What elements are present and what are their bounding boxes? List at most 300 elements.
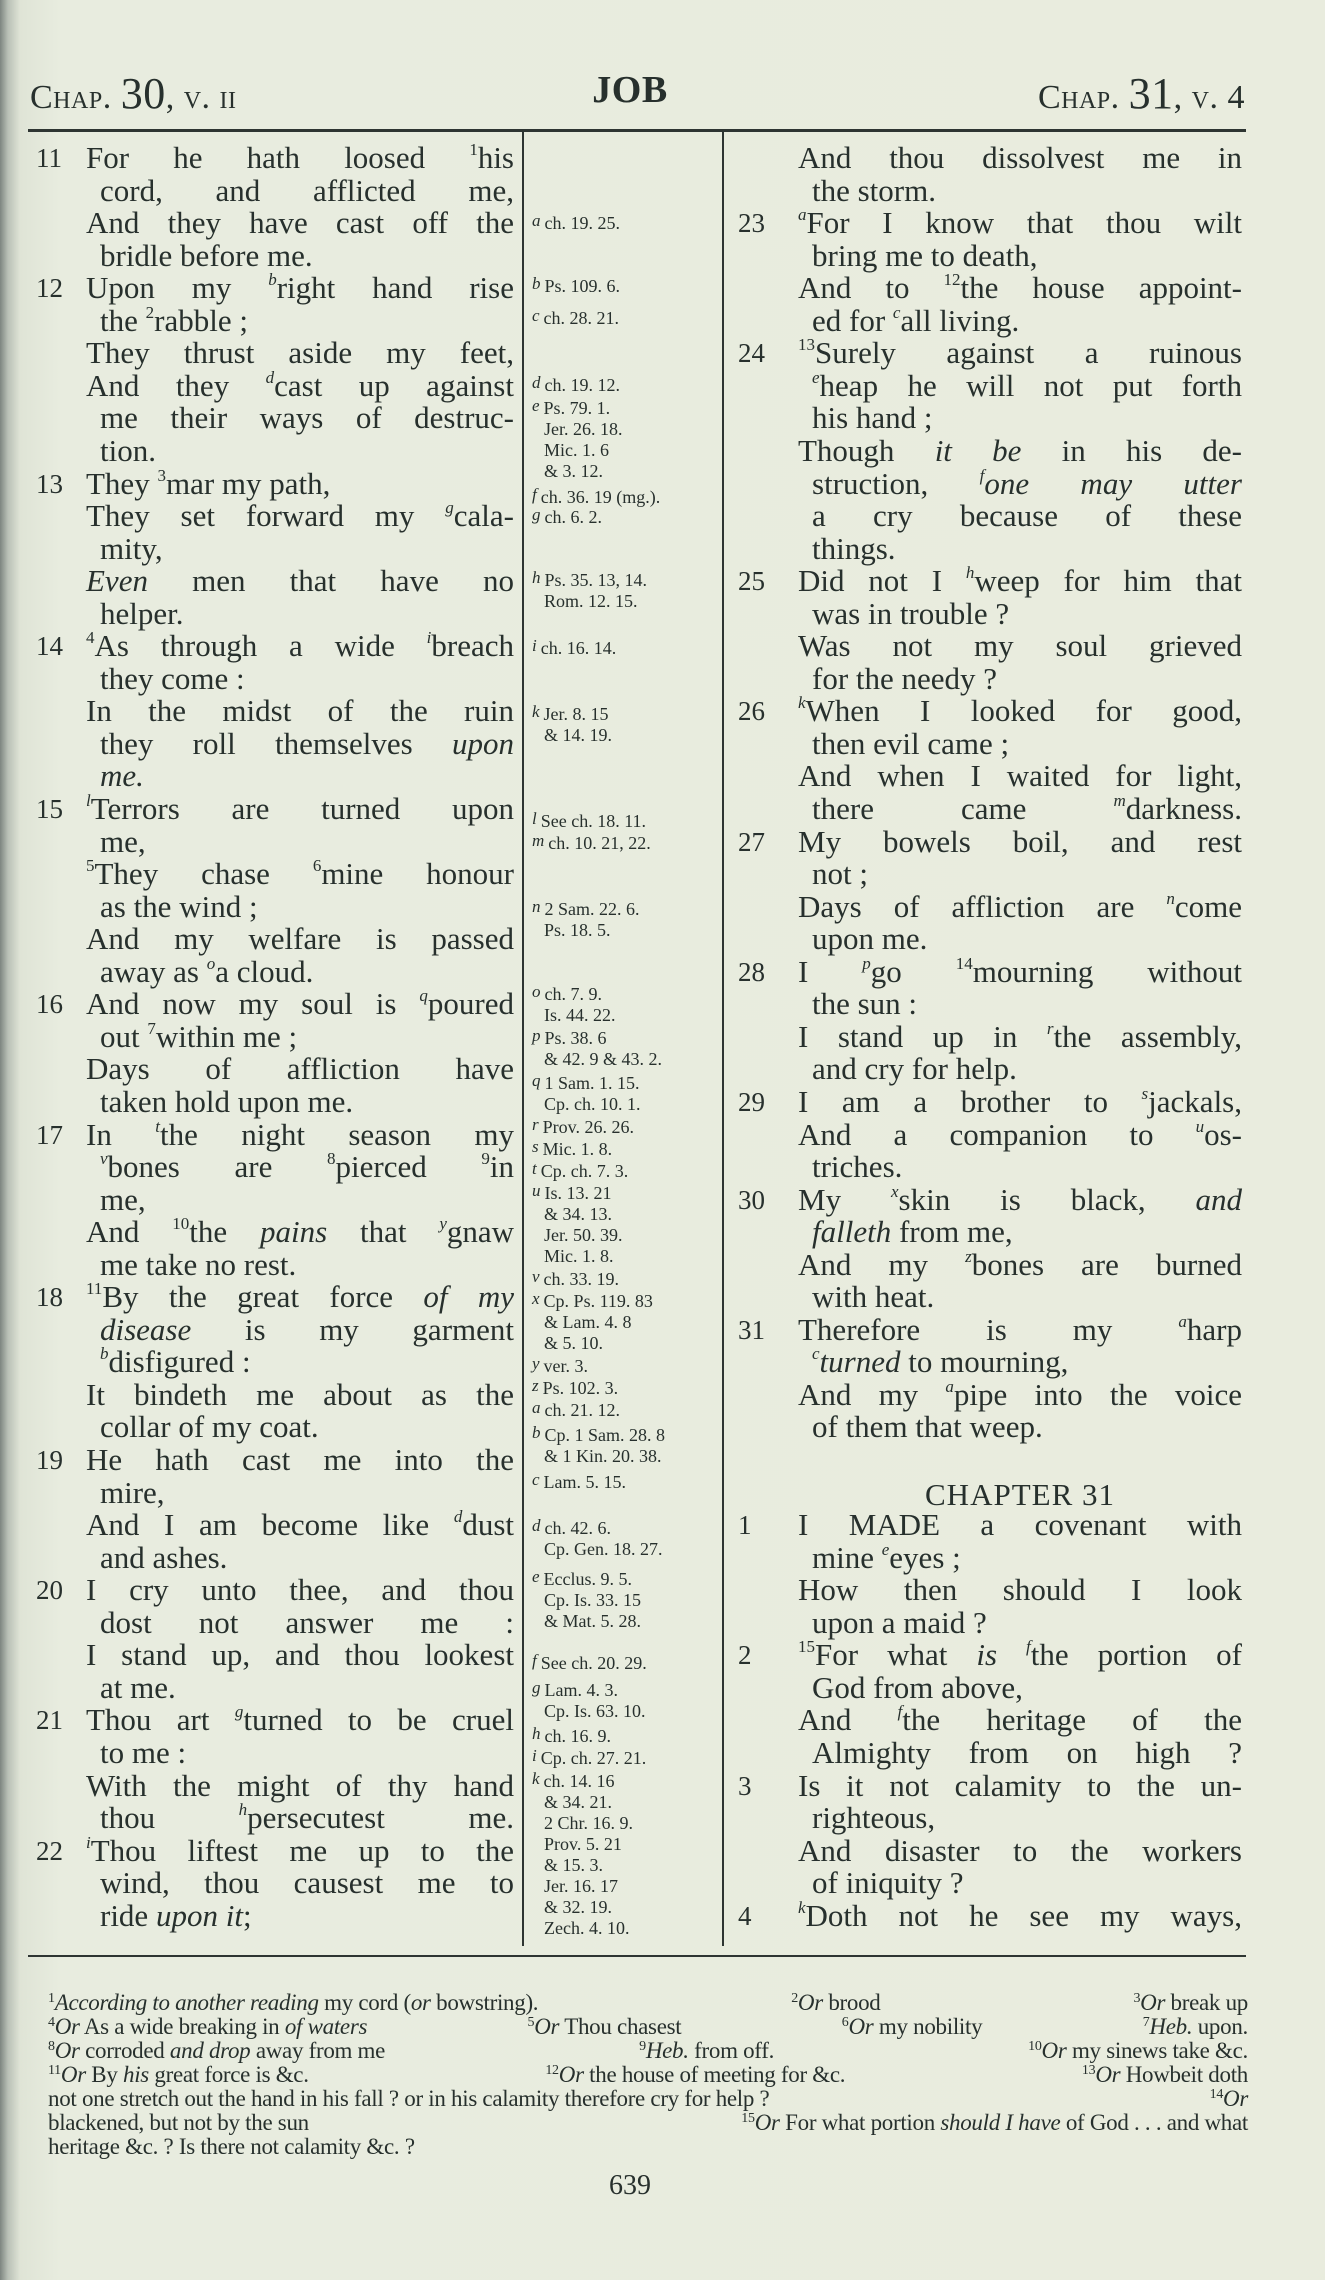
text-run: brood: [822, 1990, 881, 2015]
cross-reference-letter: d: [532, 1516, 541, 1535]
text-run: from off.: [688, 2038, 775, 2063]
text-run: pipe into the voice: [953, 1376, 1242, 1412]
italic-text: Or: [1095, 2062, 1121, 2087]
text-run: me take no rest.: [100, 1246, 297, 1282]
footnote: [1143, 2015, 1248, 2039]
verse-line: [86, 858, 514, 890]
verse-line: [86, 1509, 514, 1541]
cross-reference: [532, 213, 620, 234]
cross-reference-letter: i: [532, 636, 537, 655]
cross-reference-letter: c: [532, 1470, 540, 1489]
text-run: of them that weep.: [812, 1409, 1043, 1445]
text-run: And my welfare is passed: [86, 921, 514, 957]
text-run: dust: [462, 1507, 514, 1543]
reference-text: & 1 Kin. 20. 38.: [544, 1446, 662, 1466]
text-run: For what portion: [779, 2110, 941, 2135]
footnote-line: [48, 2111, 1248, 2135]
text-run: to me :: [100, 1734, 187, 1770]
text-run: I am a brother to: [798, 1083, 1142, 1119]
reference-text: Mic. 1. 8.: [542, 1139, 613, 1159]
text-run: And my: [798, 1246, 966, 1282]
cross-reference: [532, 1472, 626, 1493]
reference-text: Cp. Is. 63. 10.: [544, 1701, 646, 1721]
text-run: jackals,: [1148, 1083, 1242, 1119]
verse-line: [798, 1897, 1242, 1933]
verse-line: [100, 237, 514, 273]
reference-text: Mic. 1. 8.: [544, 1246, 614, 1266]
text-run: mire,: [100, 1474, 165, 1510]
reference-text: 2 Chr. 16. 9.: [544, 1813, 634, 1833]
footnote-marker: 4: [86, 628, 95, 648]
text-run: They chase: [94, 856, 313, 892]
text-run: triches.: [812, 1149, 903, 1185]
cross-reference-marker: b: [268, 270, 277, 290]
text-run: And they: [86, 367, 266, 403]
text-run: blackened, but not by the sun: [48, 2110, 309, 2135]
reference-text: & Mat. 5. 28.: [544, 1611, 641, 1631]
footnote: [1082, 2063, 1248, 2087]
column-divider-left: [522, 131, 524, 1946]
cross-reference-marker: x: [890, 1181, 899, 1201]
text-run: thou: [100, 1800, 239, 1836]
text-run: the heritage of the: [902, 1702, 1242, 1738]
footnote-marker: 7: [147, 1018, 156, 1038]
reference-text: ch. 16. 14.: [540, 638, 617, 658]
reference-text: Jer. 8. 15: [543, 704, 609, 724]
footnote-marker: 13: [798, 335, 815, 355]
verse-line: [812, 725, 1242, 761]
italic-text: me.: [100, 758, 144, 794]
verse-number: 27: [738, 826, 765, 857]
cross-reference-letter: p: [532, 1026, 541, 1045]
cross-reference-letter: e: [532, 396, 540, 415]
cross-reference: [532, 638, 616, 659]
cross-reference-letter: m: [532, 831, 545, 850]
cross-reference: [532, 1518, 663, 1560]
cross-reference-marker: f: [979, 465, 985, 485]
text-run: the storm.: [812, 172, 936, 208]
italic-text: should I have: [940, 2110, 1061, 2135]
reference-text: Jer. 26. 18.: [544, 419, 623, 439]
verse-line: [812, 1669, 1242, 1705]
cross-reference-letter: n: [532, 897, 541, 916]
text-run: mine honour: [321, 856, 515, 892]
cross-reference-letter: c: [532, 306, 540, 325]
text-run: os-: [1204, 1116, 1242, 1152]
text-run: the portion of: [1030, 1637, 1242, 1673]
footnote: [48, 2135, 415, 2159]
cross-reference-letter: s: [532, 1137, 539, 1156]
cross-reference-marker: d: [453, 1507, 463, 1527]
cross-reference-marker: i: [426, 628, 432, 648]
verse-line: [86, 1116, 514, 1152]
cross-reference-marker: k: [798, 1897, 806, 1917]
cross-reference: [532, 276, 620, 297]
verse-line: [812, 1151, 1242, 1183]
cross-reference-marker: o: [206, 953, 216, 973]
verse-line: [86, 367, 514, 403]
header-rule: [28, 129, 1246, 132]
cross-reference-marker: h: [965, 563, 975, 583]
text-run: It bindeth me about as the: [86, 1376, 514, 1412]
text-run: in his de-: [1021, 432, 1243, 468]
footnote: [639, 2039, 774, 2063]
verse-line: [100, 1181, 514, 1217]
cross-reference: [532, 1569, 641, 1632]
cross-reference: [532, 1117, 634, 1138]
reference-text: ch. 28. 21.: [543, 308, 620, 328]
footnote: [48, 2039, 385, 2063]
cross-reference-letter: u: [532, 1181, 541, 1200]
verse-number: 1: [738, 1510, 752, 1541]
cross-reference-letter: b: [532, 274, 541, 293]
verse-line: [812, 237, 1242, 273]
text-run: in: [489, 1149, 515, 1185]
footnote: [48, 2063, 309, 2087]
cross-reference: [532, 1748, 646, 1769]
reference-text: & 42. 9 & 43. 2.: [544, 1049, 663, 1069]
verse-line: [798, 953, 1243, 989]
text-run: his: [477, 140, 514, 175]
text-run: go: [870, 953, 956, 989]
page-number: 639: [609, 2170, 651, 2201]
text-run: Surely against a ruinous: [815, 335, 1242, 371]
verse-line: [812, 1802, 1242, 1834]
italic-text: Or: [754, 2110, 780, 2135]
footnote-line: [48, 2015, 1248, 2039]
verse-line: [798, 888, 1242, 924]
footnote-line: [48, 2135, 1248, 2159]
reference-text: See ch. 18. 11.: [540, 811, 647, 831]
text-run: all living.: [900, 302, 1020, 338]
cross-reference: [532, 375, 620, 396]
text-run: away as: [100, 953, 207, 989]
italic-text: it be: [934, 432, 1022, 468]
text-run: that: [327, 1214, 440, 1250]
verse-line: [100, 1311, 514, 1347]
text-run: As through a wide: [94, 628, 427, 664]
text-run: a cry because of these: [812, 498, 1242, 534]
reference-text: Ps. 35. 13, 14.: [544, 570, 648, 590]
text-run: disfigured :: [108, 1344, 251, 1380]
verse-line: [798, 695, 1242, 727]
text-run: Was not my soul grieved: [798, 628, 1242, 664]
verse-line: [798, 1574, 1242, 1606]
text-run: heritage &c. ? Is there not calamity &c. ?: [48, 2134, 415, 2159]
reference-text: See ch. 20. 29.: [540, 1653, 647, 1673]
footnote-marker: 6: [312, 856, 322, 876]
reference-text: ch. 19. 25.: [544, 213, 620, 233]
verse-line: [100, 595, 514, 631]
verse-line: [798, 1246, 1242, 1282]
footnote-marker: 8: [327, 1149, 336, 1169]
reference-text: ch. 6. 2.: [544, 507, 602, 527]
text-run: great force is &c.: [148, 2062, 309, 2087]
verse-line: [100, 760, 514, 792]
verse-line: [812, 1346, 1242, 1378]
text-run: righteous,: [812, 1800, 936, 1836]
text-run: taken hold upon me.: [100, 1083, 354, 1119]
reference-text: Ecclus. 9. 5.: [543, 1569, 633, 1589]
italic-text: one may utter: [984, 465, 1242, 501]
cross-reference-marker: i: [86, 1832, 91, 1852]
text-run: gnaw: [446, 1214, 515, 1250]
italic-text: Or: [558, 2062, 584, 2087]
text-run: In: [86, 1116, 156, 1152]
text-run: the: [100, 302, 146, 338]
text-run: breach: [431, 628, 514, 664]
footnote: [48, 2015, 367, 2039]
text-run: ;: [242, 1897, 252, 1933]
text-run: at me.: [100, 1669, 176, 1705]
cross-reference: [532, 1680, 646, 1722]
reference-text: 2 Sam. 22. 6.: [544, 899, 640, 919]
verse-number: 24: [738, 338, 765, 369]
verse-line: [798, 1181, 1242, 1217]
text-run: cala-: [453, 498, 514, 534]
cross-reference-letter: g: [532, 505, 541, 524]
cross-reference-letter: z: [532, 1376, 539, 1395]
text-run: Almighty from on high ?: [812, 1734, 1242, 1770]
cross-reference-marker: a: [945, 1376, 954, 1396]
cross-reference: [532, 1073, 641, 1115]
cross-reference: [532, 899, 640, 941]
footnote-line: [48, 2063, 1248, 2087]
verse-line: [798, 432, 1243, 468]
text-run: not one stretch out the hand in his fall ? or in his calamity therefore cry for help ?: [48, 2086, 770, 2111]
cross-reference-marker: e: [812, 367, 820, 387]
reference-text: Cp. Gen. 18. 27.: [544, 1539, 663, 1559]
text-run: bring me to death,: [812, 237, 1038, 273]
footnote-marker: 6: [841, 2015, 849, 2030]
verse-number: 16: [36, 989, 63, 1020]
verse-number: 26: [738, 696, 765, 727]
italic-text: Even: [86, 563, 148, 599]
verse-line: [100, 1083, 514, 1119]
text-run: And to: [798, 270, 944, 306]
reference-text: Cp. ch. 10. 1.: [544, 1094, 641, 1114]
text-run: I cry unto thee, and thou: [86, 1572, 514, 1608]
italic-text: Or: [1041, 2038, 1067, 2063]
reference-text: Ps. 18. 5.: [544, 920, 611, 940]
cross-reference-letter: v: [532, 1267, 540, 1286]
cross-reference-letter: e: [532, 1567, 540, 1586]
reference-text: Prov. 26. 26.: [542, 1117, 634, 1137]
verse-line: [86, 1832, 514, 1868]
text-run: they come :: [100, 660, 245, 696]
text-run: They thrust aside my feet,: [86, 335, 514, 371]
cross-reference-marker: s: [1141, 1083, 1149, 1103]
verse-line: [100, 1411, 514, 1443]
verse-line: [100, 1474, 514, 1510]
verse-line: [100, 1346, 514, 1378]
text-run: And now my soul is: [86, 986, 420, 1022]
cross-reference-letter: o: [532, 982, 541, 1001]
italic-text: and drop: [169, 2038, 251, 2063]
cross-reference-letter: k: [532, 702, 540, 721]
footnote: [842, 2015, 983, 2039]
text-run: to mourning,: [900, 1344, 1069, 1380]
cross-reference-marker: a: [1178, 1311, 1187, 1331]
text-run: And when I waited for light,: [798, 758, 1242, 794]
reference-text: ch. 16. 9.: [544, 1726, 611, 1746]
text-run: persecutest me.: [247, 1800, 514, 1836]
reference-text: ver. 3.: [543, 1356, 589, 1376]
footnote: [741, 2111, 1248, 2135]
text-run: corroded: [79, 2038, 170, 2063]
text-run: wind, thou causest me to: [100, 1865, 514, 1901]
text-run: upon a maid ?: [812, 1604, 987, 1640]
reference-text: ch. 7. 9.: [544, 984, 602, 1004]
verse-number: 25: [738, 566, 765, 597]
italic-text: or: [410, 1990, 431, 2015]
text-run: the: [189, 1214, 260, 1250]
reference-text: Is. 44. 22.: [544, 1005, 616, 1025]
italic-text: falleth: [812, 1214, 892, 1250]
text-run: Thou liftest me up to the: [90, 1832, 514, 1868]
footnote-line: [48, 1991, 1248, 2015]
text-run: I MADE a covenant with: [798, 1507, 1242, 1543]
text-run: come: [1174, 888, 1242, 924]
verse-line: [798, 1704, 1242, 1736]
italic-text: of waters: [284, 2014, 368, 2039]
text-run: heap he will not put forth: [819, 367, 1242, 403]
verse-line: [798, 142, 1242, 174]
text-run: of iniquity ?: [812, 1865, 964, 1901]
reference-text: ch. 36. 19 (mg.).: [540, 487, 661, 507]
verse-line: [798, 630, 1242, 662]
cross-reference-marker: f: [897, 1702, 903, 1722]
reference-text: & Lam. 4. 8: [544, 1312, 632, 1332]
footnote-marker: 3: [1133, 1991, 1141, 2006]
reference-text: Jer. 50. 39.: [544, 1225, 623, 1245]
text-run: the house of meeting for &c.: [583, 2062, 846, 2087]
text-run: things.: [812, 530, 896, 566]
verse-line: [812, 1867, 1242, 1899]
cross-reference: [532, 1183, 623, 1267]
verse-line: [100, 1867, 514, 1899]
text-run: In the midst of the ruin: [86, 693, 514, 729]
cross-reference-letter: h: [532, 1724, 541, 1743]
verse-line: [798, 1444, 1242, 1476]
verse-line: [86, 1053, 514, 1085]
italic-text: Or: [1223, 2086, 1248, 2111]
verse-line: [100, 402, 514, 434]
text-run: then evil came ;: [812, 725, 1010, 761]
verse-line: [100, 1802, 514, 1834]
verse-number: 17: [36, 1119, 63, 1150]
text-run: mity,: [100, 530, 163, 566]
cross-reference-marker: u: [1195, 1116, 1205, 1136]
verse-line: [86, 630, 514, 662]
footnote-marker: 13: [1081, 2063, 1096, 2078]
verse-line: [798, 207, 1242, 239]
cross-reference-letter: b: [532, 1423, 541, 1442]
text-run: bowstring).: [430, 1990, 539, 2015]
cross-reference: [532, 1028, 662, 1070]
reference-text: Lam. 5. 15.: [543, 1472, 627, 1492]
text-run: helper.: [100, 595, 184, 631]
verse-line: [86, 923, 514, 955]
text-run: I stand up, and thou lookest: [86, 1637, 514, 1673]
reference-text: ch. 19. 12.: [544, 375, 620, 395]
text-run: And I am become like: [86, 1507, 454, 1543]
cross-reference: [532, 1356, 588, 1377]
verse-line: [86, 988, 514, 1020]
italic-text: Or: [797, 1990, 823, 2015]
text-run: with heat.: [812, 1279, 935, 1315]
chap-label: Chap.: [30, 79, 112, 116]
reference-text: Ps. 102. 3.: [542, 1378, 619, 1398]
text-run: For he hath loosed: [86, 140, 470, 175]
verse-number: 3: [738, 1770, 752, 1801]
cross-reference: [532, 308, 619, 329]
verse-line: [100, 302, 514, 338]
text-run: collar of my coat.: [100, 1409, 319, 1445]
text-run: bones are burned: [971, 1246, 1242, 1282]
verse-line: [812, 302, 1242, 338]
text-run: weep for him that: [974, 563, 1243, 599]
verse-line: [86, 500, 514, 532]
text-run: Though: [798, 432, 935, 468]
cross-reference-letter: h: [532, 568, 541, 587]
verse-line: [812, 530, 1242, 566]
cross-reference-letter: i: [532, 1746, 537, 1765]
text-run: was in trouble ?: [812, 595, 1010, 631]
text-run: my nobility: [873, 2014, 983, 2039]
footnote-marker: 5: [86, 856, 95, 876]
cross-reference-marker: g: [445, 498, 454, 518]
verse-line: [100, 1246, 514, 1282]
cross-reference-letter: f: [532, 1651, 537, 1670]
verse-line: [812, 923, 1242, 955]
text-run: Upon my: [86, 270, 269, 306]
cross-reference-marker: k: [798, 693, 806, 713]
cross-reference-letter: a: [532, 211, 541, 230]
verse-number: 13: [36, 468, 63, 499]
reference-text: & 15. 3.: [544, 1855, 604, 1875]
reference-text: & 34. 21.: [544, 1792, 613, 1812]
verse-line: [86, 1376, 514, 1412]
reference-text: & 5. 10.: [544, 1333, 604, 1353]
text-run: How then should I look: [798, 1572, 1242, 1608]
verse-line: [812, 1216, 1242, 1248]
text-run: his hand ;: [812, 400, 933, 436]
text-run: the sun :: [812, 986, 918, 1022]
chap-label: Chap.: [1037, 79, 1120, 116]
verse-line: [100, 432, 514, 468]
verse-line: [798, 1116, 1242, 1152]
text-run: is my garment: [191, 1311, 514, 1347]
text-run: Days of affliction have: [86, 1051, 514, 1087]
text-run: me,: [100, 823, 146, 859]
cross-reference-letter: r: [532, 1115, 539, 1134]
cross-reference: [532, 1653, 647, 1674]
verse-line: [798, 823, 1242, 859]
reference-text: Cp. Is. 33. 15: [544, 1590, 642, 1610]
cross-reference-marker: n: [1166, 888, 1175, 908]
reference-text: Rom. 12. 15.: [544, 591, 638, 611]
cross-reference-letter: y: [532, 1354, 540, 1373]
reference-text: Is. 13. 21: [544, 1183, 612, 1203]
italic-text: disease: [100, 1311, 192, 1347]
verse-line: [86, 465, 514, 501]
footnote-marker: 3: [157, 465, 166, 485]
italic-text: upon it: [155, 1897, 243, 1933]
cross-reference: [532, 1269, 619, 1290]
verse-line: [100, 172, 514, 208]
reference-text: Ps. 109. 6.: [544, 276, 621, 296]
